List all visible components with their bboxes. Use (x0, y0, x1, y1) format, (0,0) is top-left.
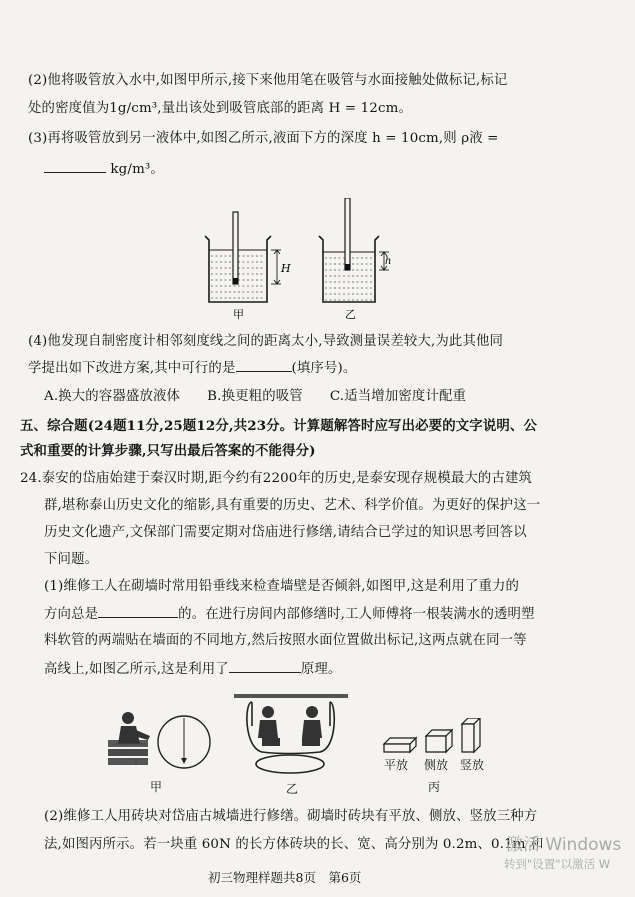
q24-p1-line2-end: 的。在进行房间内部修缮时,工人师傅将一根装满水的透明塑 (178, 607, 535, 622)
figure-bricks (380, 718, 492, 756)
answer-blank-direction (98, 605, 178, 618)
q24-p2-line1: (2)维修工人用砖块对岱庙古城墙进行修缮。砌墙时砖块有平放、侧放、竖放三种方 (44, 809, 538, 824)
q24-intro2: 群,堪称泰山历史文化的缩影,具有重要的历史、艺术、科学价值。为更好的保护这一 (44, 498, 541, 513)
watermark-title: 激活 Windows (506, 835, 622, 855)
fig-jia-caption: 甲 (150, 780, 163, 794)
q2-line2: 处的密度值为1g/cm³,量出该处到吸管底部的距离 H = 12cm。 (28, 101, 412, 116)
brick-label-flat: 平放 (384, 758, 409, 772)
answer-blank-option (236, 359, 292, 372)
beaker-figure (195, 198, 395, 326)
q24-intro1: 24.泰安的岱庙始建于秦汉时期,距今约有2200年的历史,是泰安现存规模最大的古建筑 (20, 471, 533, 486)
q24-intro3: 历史文化遗产,文保部门需要定期对岱庙进行修缮,请结合已学过的知识思考回答以 (44, 525, 527, 540)
watermark-subtitle: 转到"设置"以激活 W (504, 857, 611, 871)
q4-options: A.换大的容器盛放液体 B.换更粗的吸管 C.适当增加密度计配重 (44, 389, 467, 404)
beaker-jia (205, 212, 281, 302)
q3-line2 (44, 160, 164, 179)
q24-p1-line4 (44, 660, 341, 679)
q24-p1-line2-start: 方向总是 (44, 607, 99, 622)
q3-line1: (3)再将吸管放到另一液体中,如图乙所示,液面下方的深度 h = 10cm,则 ρ液 = (28, 131, 499, 146)
q2-line1: (2)他将吸管放入水中,如图甲所示,接下来他用笔在吸管与水面接触处做标记,标记 (28, 73, 508, 88)
q24-p1-line4-end: 原理。 (300, 662, 342, 677)
q24-p1-line2 (44, 605, 535, 624)
q4-line2 (28, 359, 356, 378)
page-footer: 初三物理样题共8页 第6页 (208, 870, 362, 885)
figure-water-hose (232, 692, 350, 778)
section5-line1: 五、综合题(24题11分,25题12分,共23分。计算题解答时应写出必要的文字说明、公 (20, 418, 537, 434)
figure-plumb-line (106, 706, 214, 774)
q24-p2-line2: 法,如图丙所示。若一块重 60N 的长方体砖块的长、宽、高分别为 0.2m、0.1m 和 (44, 837, 544, 852)
fig-yi-caption: 乙 (286, 782, 299, 796)
q4-line2-start: 学提出如下改进方案,其中可行的是 (28, 361, 236, 376)
section5-line2: 式和重要的计算步骤,只写出最后答案的不能得分) (20, 443, 316, 459)
brick-label-side: 侧放 (424, 758, 449, 772)
label-yi-beaker: 乙 (345, 308, 356, 321)
q24-p1-line1: (1)维修工人在砌墙时常用铅垂线来检查墙壁是否倾斜,如图甲,这是利用了重力的 (44, 579, 520, 594)
q3-unit: kg/m³。 (110, 162, 164, 177)
beaker-yi (319, 198, 392, 302)
answer-blank-density (44, 160, 106, 173)
brick-label-upright: 竖放 (460, 758, 485, 772)
q4-line2-end: (填序号)。 (291, 361, 357, 376)
label-jia-beaker: 甲 (233, 308, 244, 321)
q24-p1-line3: 料软管的两端贴在墙面的不同地方,然后按照水面位置做出标记,这两点就在同一等 (44, 633, 527, 648)
q4-line1: (4)他发现自制密度计相邻刻度线之间的距离太小,导致测量误差较大,为此其他同 (28, 334, 504, 349)
label-H: H (281, 262, 291, 275)
label-h: h (385, 256, 392, 267)
fig-bing-caption: 丙 (428, 780, 441, 794)
answer-blank-principle (229, 660, 301, 673)
q24-p1-line4-start: 高线上,如图乙所示,这是利用了 (44, 662, 229, 677)
q24-intro4: 下问题。 (44, 552, 99, 567)
